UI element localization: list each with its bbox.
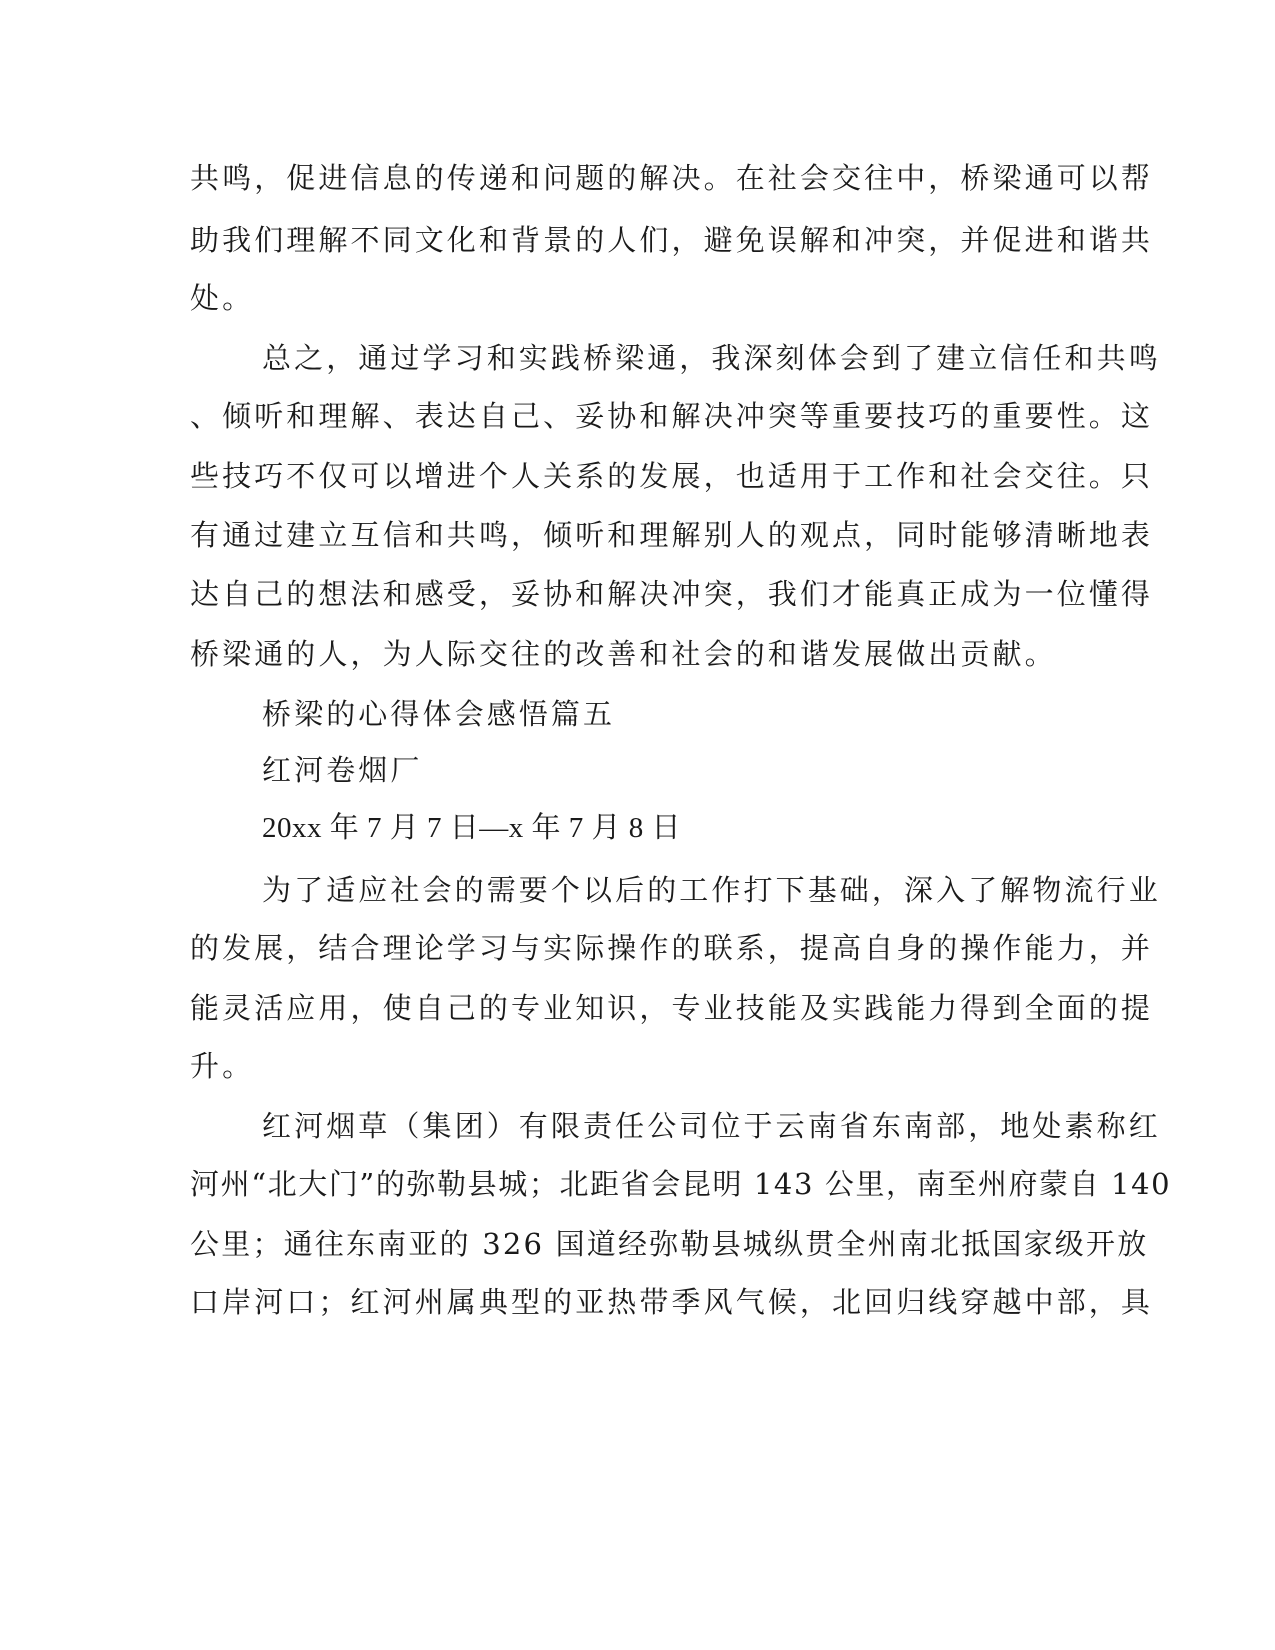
text-line-16: 升。 [190,1049,255,1083]
text-line-3: 处。 [190,281,255,315]
text-line-1: 共鸣，促进信息的传递和问题的解决。在社会交往中，桥梁通可以帮 [190,161,1154,195]
text-line-8: 达自己的想法和感受，妥协和解决冲突，我们才能真正成为一位懂得 [190,577,1154,611]
text-line-4: 总之，通过学习和实践桥梁通，我深刻体会到了建立信任和共鸣 [262,341,1161,375]
date-range: 20xx 年 7 月 7 日—x 年 7 月 8 日 [262,812,682,844]
text-line-2: 助我们理解不同文化和背景的人们，避免误解和冲突，并促进和谐共 [190,223,1154,257]
text-line-18: 河州“北大门”的弥勒县城；北距省会昆明 143 公里，南至州府蒙自 140 [190,1167,1172,1201]
text-line-13: 为了适应社会的需要个以后的工作打下基础，深入了解物流行业 [262,873,1161,907]
text-line-19: 公里；通往东南亚的 326 国道经弥勒县城纵贯全州南北抵国家级开放 [190,1227,1149,1261]
text-line-14: 的发展，结合理论学习与实际操作的联系，提高自身的操作能力，并 [190,931,1154,965]
text-line-6: 些技巧不仅可以增进个人关系的发展，也适用于工作和社会交往。只 [190,459,1154,493]
text-line-7: 有通过建立互信和共鸣，倾听和理解别人的观点，同时能够清晰地表 [190,518,1154,552]
text-line-20: 口岸河口；红河州属典型的亚热带季风气候，北回归线穿越中部，具 [190,1285,1154,1319]
company-name: 红河卷烟厂 [262,753,423,787]
text-line-5: 、倾听和理解、表达自己、妥协和解决冲突等重要技巧的重要性。这 [190,399,1154,433]
text-line-9: 桥梁通的人，为人际交往的改善和社会的和谐发展做出贡献。 [190,637,1057,671]
section-heading: 桥梁的心得体会感悟篇五 [262,697,616,731]
text-line-15: 能灵活应用，使自己的专业知识，专业技能及实践能力得到全面的提 [190,991,1154,1025]
text-line-17: 红河烟草（集团）有限责任公司位于云南省东南部，地处素称红 [262,1109,1161,1143]
